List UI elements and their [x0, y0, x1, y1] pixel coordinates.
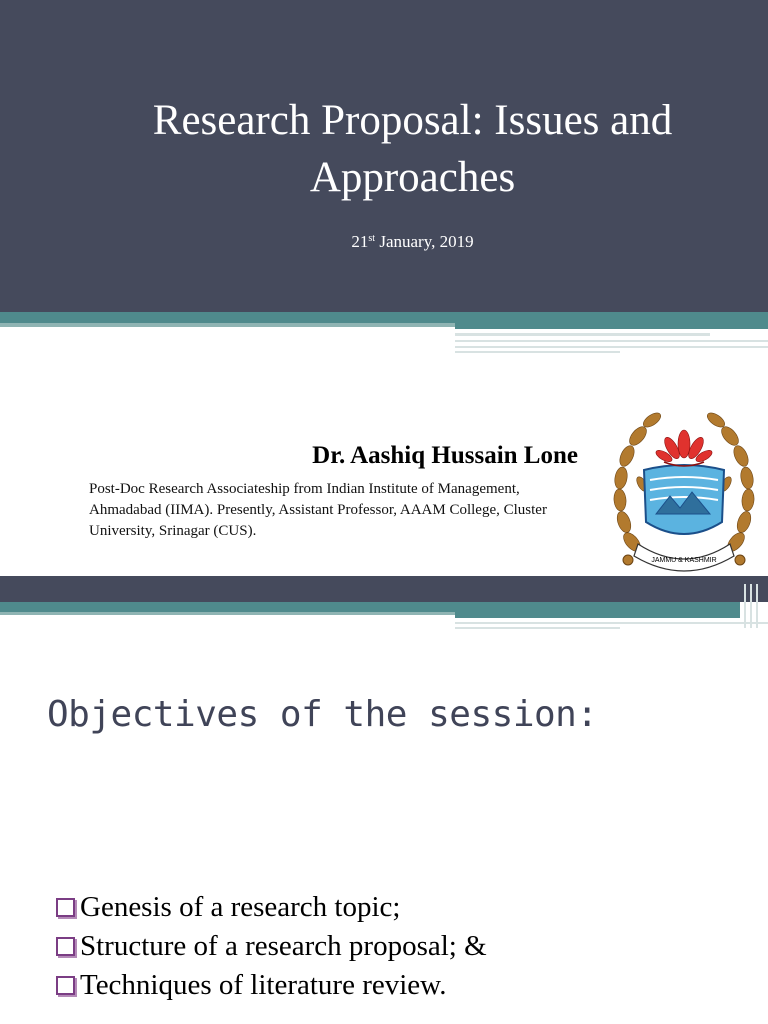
objectives-header-band — [0, 576, 768, 602]
university-logo — [610, 404, 758, 572]
presentation-title: Research Proposal: Issues and Approaches — [152, 97, 673, 201]
university-emblem-icon — [610, 404, 758, 572]
checkbox-bullet-icon — [56, 976, 75, 995]
decorative-stripe — [455, 340, 768, 342]
objectives-title: Objectives of the session: — [47, 694, 598, 735]
slide-objectives — [0, 576, 768, 1024]
decorative-stripe — [756, 584, 758, 628]
objectives-list — [56, 888, 487, 1005]
logo-ribbon-text: JAMMU & KASHMIR — [651, 557, 717, 564]
decorative-stripe — [0, 612, 455, 615]
decorative-stripe — [455, 333, 710, 336]
decorative-stripe — [455, 346, 768, 348]
decorative-stripe — [744, 584, 746, 628]
decorative-stripe — [0, 323, 455, 327]
decorative-stripe — [455, 612, 740, 618]
decorative-stripe — [0, 602, 740, 612]
checkbox-bullet-icon — [56, 937, 75, 956]
author-name: Dr. Aashiq Hussain Lone — [312, 442, 578, 469]
decorative-stripe — [750, 584, 752, 628]
presentation-date: 21st January, 2019 — [351, 232, 474, 251]
list-item: Structure of a research proposal; & — [56, 927, 487, 966]
decorative-stripe — [455, 622, 768, 624]
decorative-stripe — [455, 323, 768, 329]
list-item: Techniques of literature review. — [56, 966, 487, 1005]
decorative-stripe — [0, 312, 768, 323]
list-item: Genesis of a research topic; — [56, 888, 487, 927]
decorative-stripe — [455, 351, 620, 353]
checkbox-bullet-icon — [56, 898, 75, 917]
decorative-stripe — [455, 627, 620, 629]
author-description: Post-Doc Research Associateship from Indian Institute of Management, Ahmadabad (IIMA). Presently, Assistant Professor, AAAM College, Cluster University, Srinagar (CUS). — [89, 481, 547, 539]
